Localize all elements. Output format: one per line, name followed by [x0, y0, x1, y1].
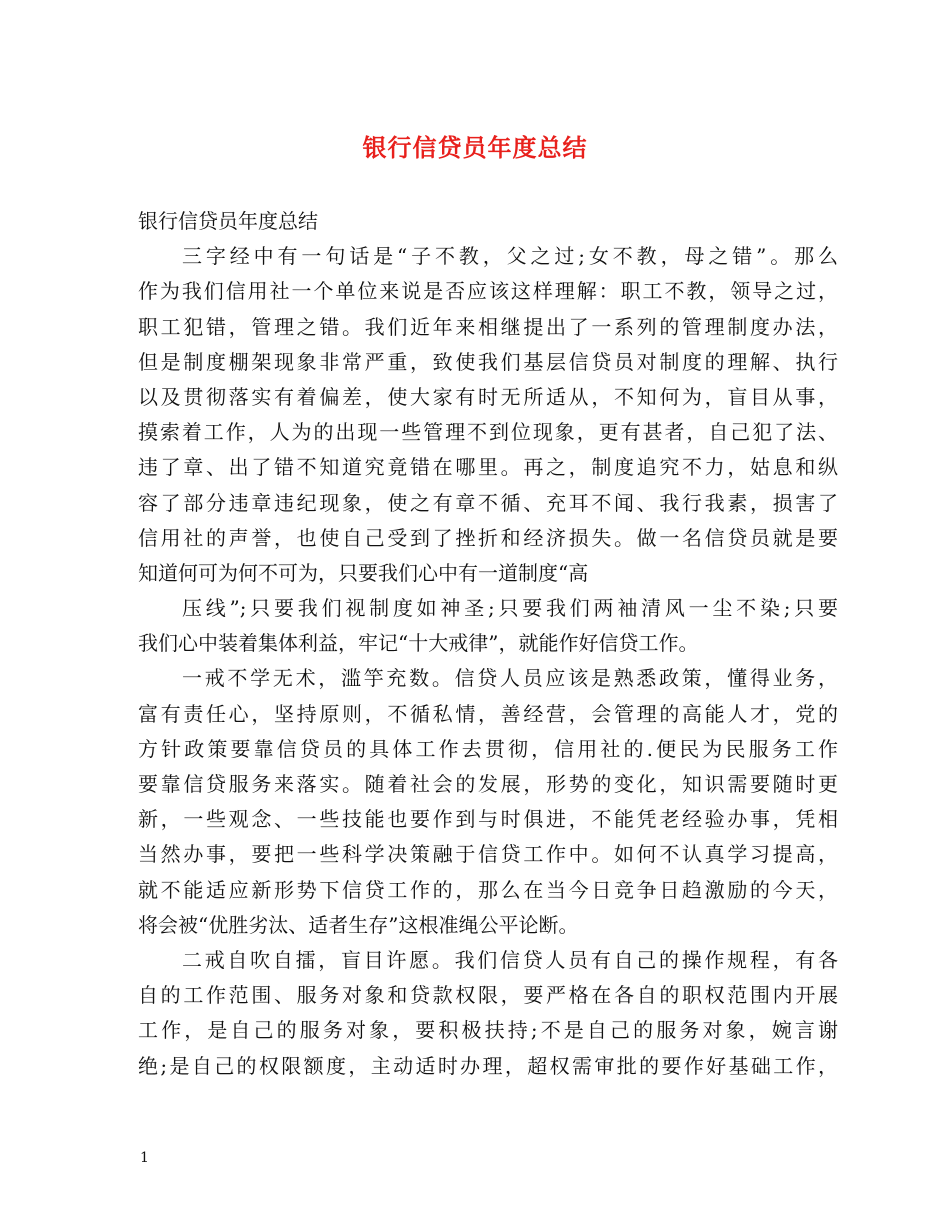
body-line: 三字经中有一句话是“子不教，父之过;女不教，母之错”。那么 — [182, 244, 838, 269]
body-line: 容了部分违章违纪现象，使之有章不循、充耳不闻、我行我素，损害了 — [138, 490, 838, 515]
body-line: 当然办事，要把一些科学决策融于信贷工作中。如何不认真学习提高， — [138, 842, 838, 867]
body-line: 自的工作范围、服务对象和贷款权限，要严格在各自的职权范围内开展 — [138, 983, 838, 1008]
body-line: 富有责任心，坚持原则，不循私情，善经营，会管理的高能人才，党的 — [138, 701, 838, 726]
body-line: 一戒不学无术，滥竽充数。信贷人员应该是熟悉政策，懂得业务， — [182, 666, 838, 691]
body-line: 我们心中装着集体利益，牢记“十大戒律”，就能作好信贷工作。 — [138, 631, 699, 656]
body-line: 工作，是自己的服务对象，要积极扶持;不是自己的服务对象，婉言谢 — [138, 1018, 838, 1043]
body-line: 违了章、出了错不知道究竟错在哪里。再之，制度追究不力，姑息和纵 — [138, 455, 838, 480]
body-line: 职工犯错，管理之错。我们近年来相继提出了一系列的管理制度办法， — [138, 314, 838, 339]
body-line: 将会被“优胜劣汰、适者生存”这根准绳公平论断。 — [138, 912, 579, 937]
body-line: 信用社的声誉，也使自己受到了挫折和经济损失。做一名信贷员就是要 — [138, 525, 838, 550]
body-line: 知道何可为何不可为，只要我们心中有一道制度“高 — [138, 560, 589, 585]
body-line: 摸索着工作，人为的出现一些管理不到位现象，更有甚者，自己犯了法、 — [138, 420, 838, 445]
body-line: 方针政策要靠信贷员的具体工作去贯彻，信用社的.便民为民服务工作 — [138, 736, 838, 761]
document-body — [138, 204, 838, 1084]
body-line: 压线”;只要我们视制度如神圣;只要我们两袖清风一尘不染;只要 — [182, 596, 838, 621]
body-line: 二戒自吹自擂，盲目许愿。我们信贷人员有自己的操作规程，有各 — [182, 947, 838, 972]
body-line: 银行信贷员年度总结 — [138, 209, 318, 233]
body-line: 以及贯彻落实有着偏差，使大家有时无所适从，不知何为，盲目从事， — [138, 384, 838, 409]
body-line: 新，一些观念、一些技能也要作到与时俱进，不能凭老经验办事，凭相 — [138, 807, 838, 832]
document-title: 银行信贷员年度总结 — [362, 133, 588, 162]
body-line: 就不能适应新形势下信贷工作的，那么在当今日竞争日趋激励的今天， — [138, 877, 838, 902]
body-line: 要靠信贷服务来落实。随着社会的发展，形势的变化，知识需要随时更 — [138, 772, 838, 796]
body-line: 但是制度棚架现象非常严重，致使我们基层信贷员对制度的理解、执行 — [138, 349, 838, 374]
body-line: 绝;是自己的权限额度，主动适时办理，超权需审批的要作好基础工作， — [138, 1053, 838, 1078]
page-number: 1 — [140, 1150, 149, 1166]
body-line: 作为我们信用社一个单位来说是否应该这样理解：职工不教，领导之过， — [138, 279, 838, 304]
